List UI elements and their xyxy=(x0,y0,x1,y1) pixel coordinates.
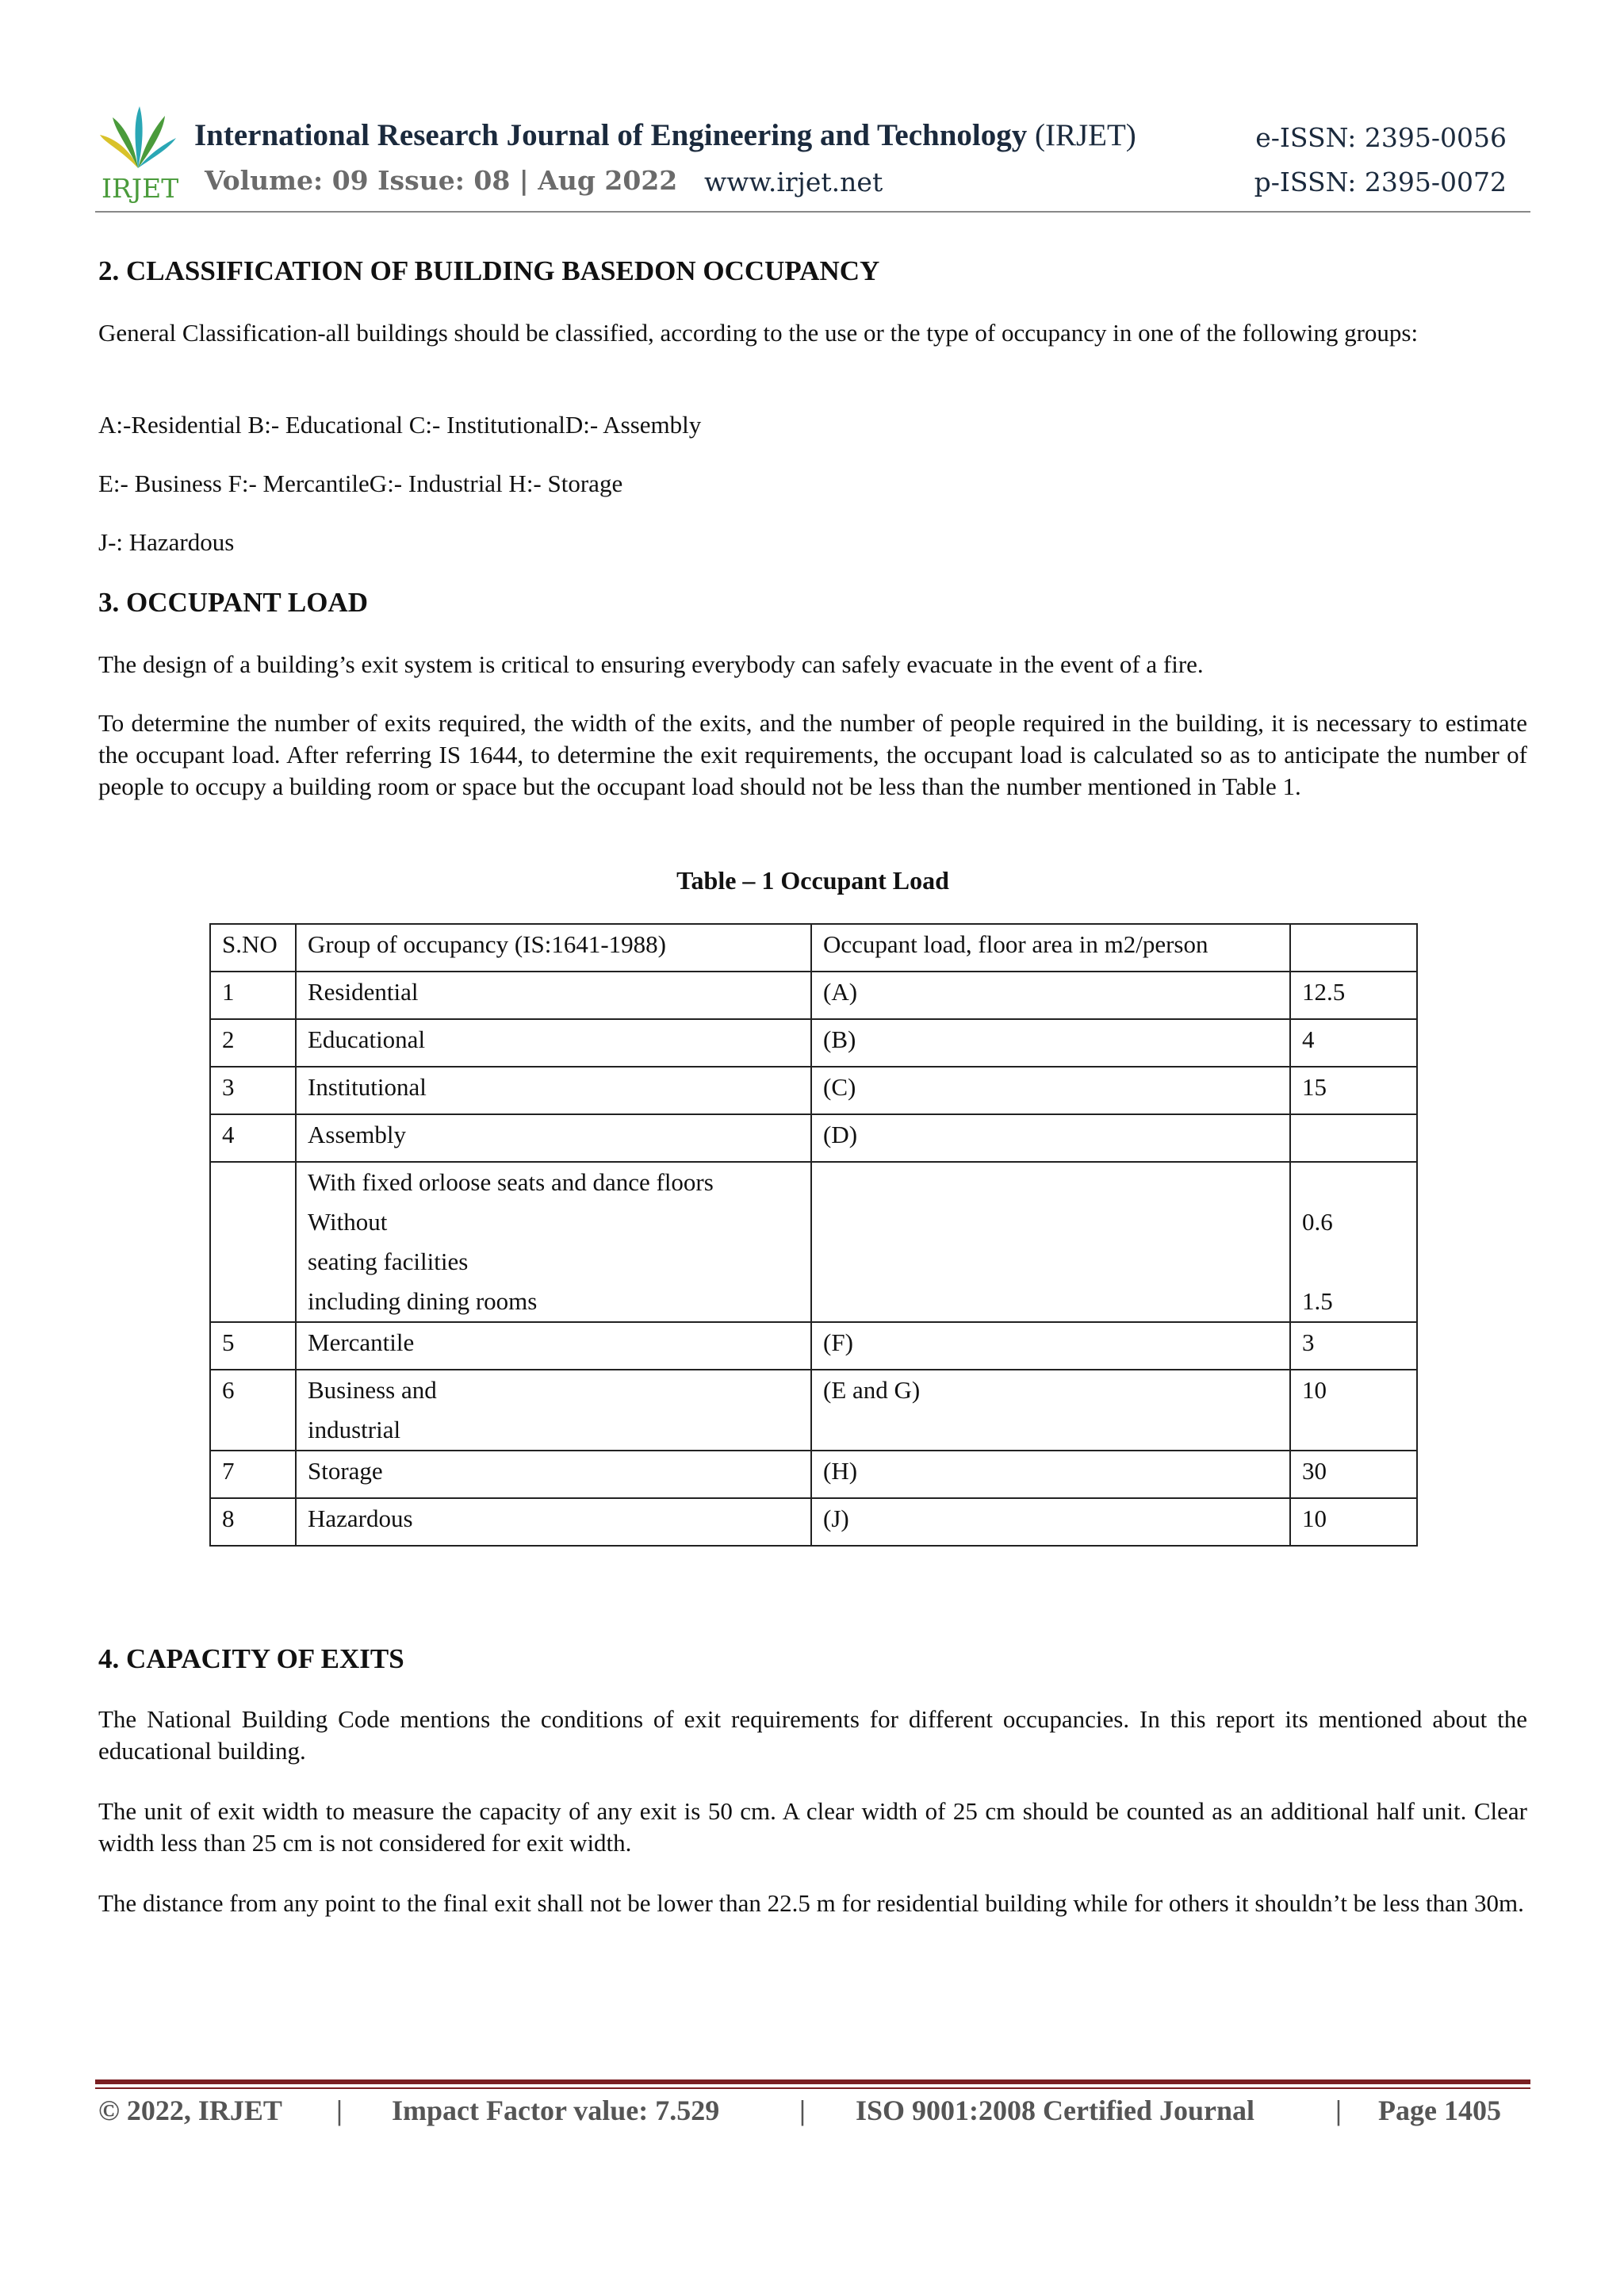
table-row xyxy=(210,1322,1417,1370)
spacer xyxy=(1302,1242,1405,1282)
group-line: Business and xyxy=(308,1376,437,1404)
table-row xyxy=(210,1498,1417,1546)
sno-cell: 8 xyxy=(210,1498,296,1546)
code-cell-empty xyxy=(811,1162,1290,1322)
table-header-cell: S.NO xyxy=(210,924,296,972)
groups-line-1: A:-Residential B:- Educational C:- InstitutionalD:- Assembly xyxy=(98,411,702,439)
assembly-value-cell xyxy=(1290,1162,1417,1322)
value-cell xyxy=(1290,1114,1417,1162)
occupant-load-table xyxy=(209,923,1418,1547)
code-cell: (H) xyxy=(811,1451,1290,1498)
spacer xyxy=(1302,1163,1405,1202)
section-4-para-1: The National Building Code mentions the conditions of exit requirements for different occupancies. In this report its mentioned about the educational building. xyxy=(98,1705,1527,1765)
value-cell: 30 xyxy=(1290,1451,1417,1498)
table-row-assembly-sub xyxy=(210,1162,1417,1322)
footer-divider-thick xyxy=(95,2079,1530,2084)
code-cell: (D) xyxy=(811,1114,1290,1162)
table-header-cell: Group of occupancy (IS:1641-1988) xyxy=(296,924,811,972)
groups-line-2: E:- Business F:- MercantileG:- Industrial H:- Storage xyxy=(98,470,623,497)
assembly-sub-cell xyxy=(296,1162,811,1322)
group-cell: Assembly xyxy=(296,1114,811,1162)
section-3-para-1: The design of a building’s exit system is critical to ensuring everybody can safely evacuate in the event of a fire. xyxy=(98,650,1204,678)
value-cell: 15 xyxy=(1290,1067,1417,1114)
group-cell: Storage xyxy=(296,1451,811,1498)
journal-website-link[interactable]: www.irjet.net xyxy=(704,167,883,197)
table-row xyxy=(210,1451,1417,1498)
logo-text: IRJET xyxy=(102,173,179,204)
group-cell: Mercantile xyxy=(296,1322,811,1370)
footer-copyright: © 2022, IRJET xyxy=(98,2095,282,2126)
sno-cell: 5 xyxy=(210,1322,296,1370)
footer-separator: | xyxy=(1335,2095,1342,2126)
footer-divider-thin xyxy=(95,2087,1530,2089)
value-cell: 3 xyxy=(1290,1322,1417,1370)
code-cell: (C) xyxy=(811,1067,1290,1114)
table-row xyxy=(210,1114,1417,1162)
value-cell: 4 xyxy=(1290,1019,1417,1067)
assembly-value: 1.5 xyxy=(1302,1287,1333,1315)
journal-name: International Research Journal of Engineering and Technology xyxy=(194,118,1028,152)
value-cell: 10 xyxy=(1290,1498,1417,1546)
sno-cell: 4 xyxy=(210,1114,296,1162)
assembly-sub-line: With fixed orloose seats and dance floors xyxy=(308,1168,714,1196)
page-footer xyxy=(98,2094,1530,2133)
code-cell: (J) xyxy=(811,1498,1290,1546)
journal-title xyxy=(194,117,1136,153)
sno-cell: 7 xyxy=(210,1451,296,1498)
sno-cell: 3 xyxy=(210,1067,296,1114)
table-row xyxy=(210,1019,1417,1067)
section-2-intro: General Classification-all buildings should be classified, according to the use or the type of occupancy in one of the following groups: xyxy=(98,319,1419,347)
journal-abbr: (IRJET) xyxy=(1034,118,1136,152)
code-cell: (E and G) xyxy=(811,1370,1290,1451)
irjet-logo xyxy=(95,103,190,202)
footer-page-number: Page 1405 xyxy=(1378,2095,1501,2126)
table-header-cell xyxy=(1290,924,1417,972)
footer-impact-factor: Impact Factor value: 7.529 xyxy=(392,2095,720,2126)
section-4-para-3: The distance from any point to the final exit shall not be lower than 22.5 m for residential building while for others it shouldn’t be less than 30m. xyxy=(98,1889,1524,1917)
section-3-para-2: To determine the number of exits required, the width of the exits, and the number of people required in the building, it is necessary to estimate the occupant load. After referring IS 1644, to determine the exit requirements, the occupant load is calculated so as to anticipate the number of people to occupy a building room or space but the occupant load should not be less than the number mentioned in Table 1. xyxy=(98,709,1527,800)
header-divider xyxy=(95,211,1530,213)
code-cell: (B) xyxy=(811,1019,1290,1067)
value-cell: 10 xyxy=(1290,1370,1417,1451)
section-4-heading: 4. CAPACITY OF EXITS xyxy=(98,1643,404,1674)
group-line: industrial xyxy=(308,1416,401,1443)
section-3-heading: 3. OCCUPANT LOAD xyxy=(98,587,368,618)
section-4-para-2: The unit of exit width to measure the capacity of any exit is 50 cm. A clear width of 25 cm should be counted as an additional half unit. Clear width less than 25 cm is not considered for exit width. xyxy=(98,1797,1527,1857)
journal-header xyxy=(95,103,1530,214)
group-cell: Residential xyxy=(296,972,811,1019)
assembly-sub-line: Without xyxy=(308,1208,388,1236)
sno-cell: 1 xyxy=(210,972,296,1019)
sno-cell: 6 xyxy=(210,1370,296,1451)
e-issn: e-ISSN: 2395-0056 xyxy=(1255,122,1507,153)
group-cell: Educational xyxy=(296,1019,811,1067)
table-row xyxy=(210,1067,1417,1114)
assembly-value: 0.6 xyxy=(1302,1208,1333,1236)
groups-line-3: J-: Hazardous xyxy=(98,528,235,556)
section-2-heading: 2. CLASSIFICATION OF BUILDING BASEDON OCCUPANCY xyxy=(98,255,880,286)
sno-cell: 2 xyxy=(210,1019,296,1067)
table-row xyxy=(210,972,1417,1019)
group-cell: Institutional xyxy=(296,1067,811,1114)
footer-separator: | xyxy=(336,2095,343,2126)
table-header-cell: Occupant load, floor area in m2/person xyxy=(811,924,1290,972)
code-cell: (F) xyxy=(811,1322,1290,1370)
volume-issue: Volume: 09 Issue: 08 | Aug 2022 xyxy=(205,165,678,196)
footer-separator: | xyxy=(799,2095,806,2126)
assembly-sub-line: including dining rooms xyxy=(308,1287,538,1315)
assembly-sub-line: seating facilities xyxy=(308,1248,469,1275)
p-issn: p-ISSN: 2395-0072 xyxy=(1254,167,1507,197)
table-header-row xyxy=(210,924,1417,972)
group-cell: Hazardous xyxy=(296,1498,811,1546)
footer-iso: ISO 9001:2008 Certified Journal xyxy=(856,2095,1254,2126)
group-cell xyxy=(296,1370,811,1451)
code-cell: (A) xyxy=(811,972,1290,1019)
value-cell: 12.5 xyxy=(1290,972,1417,1019)
table-caption: Table – 1 Occupant Load xyxy=(676,866,949,895)
logo-leaves-icon xyxy=(98,103,178,174)
sno-cell-empty xyxy=(210,1162,296,1322)
table-row xyxy=(210,1370,1417,1451)
